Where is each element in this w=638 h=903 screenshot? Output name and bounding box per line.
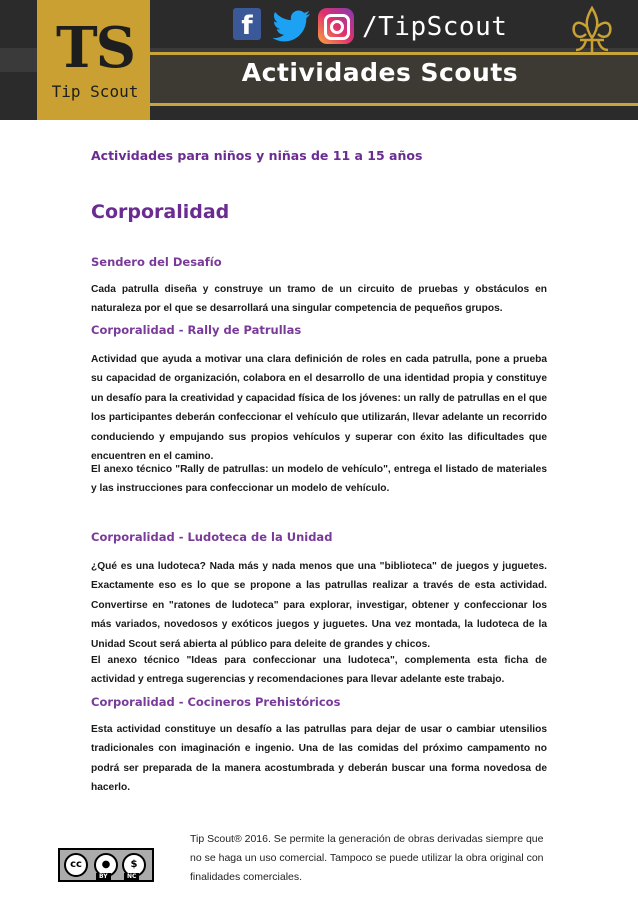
cc-by-nc-icon — [58, 848, 154, 882]
social-handle[interactable]: /TipScout — [362, 12, 508, 42]
section-title: Sendero del Desafío — [91, 255, 222, 269]
section-title: Corporalidad - Cocineros Prehistóricos — [91, 695, 341, 709]
section-paragraph: Actividad que ayuda a motivar una clara definición de roles en cada patrulla, pone a prueba su capacidad de organización, colabora en el desarrollo de una identidad propia y constituye un desafío para la creatividad y capacidad física de los jóvenes: un rally de patrullas en el que los participantes deberán confeccionar el vehículo que utilizarán, llevar adelante un recorrido conduciendo y empujando sus propios vehículos y superar con éxito las dificultades que encuentren en el camino. — [91, 354, 547, 463]
cc-nc-label: NC — [124, 873, 139, 880]
footer-license-text: Tip Scout® 2016. Se permite la generación de obras derivadas siempre que no se haga un uso comercial. Tampoco se puede utilizar la obra original con finalidades comerciales. — [190, 833, 544, 883]
section-paragraph: Cada patrulla diseña y construye un tramo de un circuito de pruebas y obstáculos en naturaleza por el que se desarrollará una singular competencia de pequeños grupos. — [91, 284, 547, 315]
logo-main-text: TS — [55, 15, 135, 81]
section-title: Corporalidad - Ludoteca de la Unidad — [91, 530, 333, 544]
banner-title: Actividades Scouts — [241, 58, 519, 87]
twitter-icon[interactable] — [272, 8, 312, 44]
section-paragraph: ¿Qué es una ludoteca? Nada más y nada menos que una "biblioteca" de juegos y juguetes. Exactamente eso es lo que se propone a las patrullas realizar a través de esta actividad. Convertirse en "ratones de ludoteca" para explorar, investigar, obtener y confeccionar los más variados, novedosos y exóticos juegos y juguetes. Una vez montada, la ludoteca de la Unidad Scout será abierta al público para deleite de grandes y chicos. — [91, 561, 547, 650]
instagram-icon[interactable] — [318, 8, 354, 44]
fleur-de-lis-icon — [568, 4, 616, 56]
section-paragraph: Esta actividad constituye un desafío a las patrullas para dejar de usar o cambiar utensilios tradicionales con imaginación e ingenio. Una de las comidas del próximo campamento no podrá ser preparada de la manera acostumbrada y deberán buscar una forma novedosa de hacerlo. — [91, 724, 547, 794]
section-title: Corporalidad - Rally de Patrullas — [91, 323, 302, 337]
cc-by-label: BY — [96, 873, 111, 880]
instagram-icon-lens — [330, 20, 344, 34]
page-title: Corporalidad — [91, 201, 230, 223]
page-subtitle: Actividades para niños y niñas de 11 a 15 años — [91, 148, 423, 163]
section-paragraph: El anexo técnico "Ideas para confeccionar una ludoteca", complementa esta ficha de actividad y entrega sugerencias y recomendaciones para llevar adelante este trabajo. — [91, 655, 547, 686]
logo-sub-text: Tip Scout — [51, 82, 139, 101]
facebook-icon[interactable]: f — [233, 8, 261, 40]
cc-circle-icon: cc — [64, 853, 88, 877]
nc-dollar-icon: $ — [122, 853, 146, 877]
section-paragraph: El anexo técnico "Rally de patrullas: un modelo de vehículo", entrega el listado de materiales y las instrucciones para confeccionar un modelo de vehículo. — [91, 464, 547, 495]
by-person-icon: ● — [94, 853, 118, 877]
header-banner — [0, 0, 638, 120]
